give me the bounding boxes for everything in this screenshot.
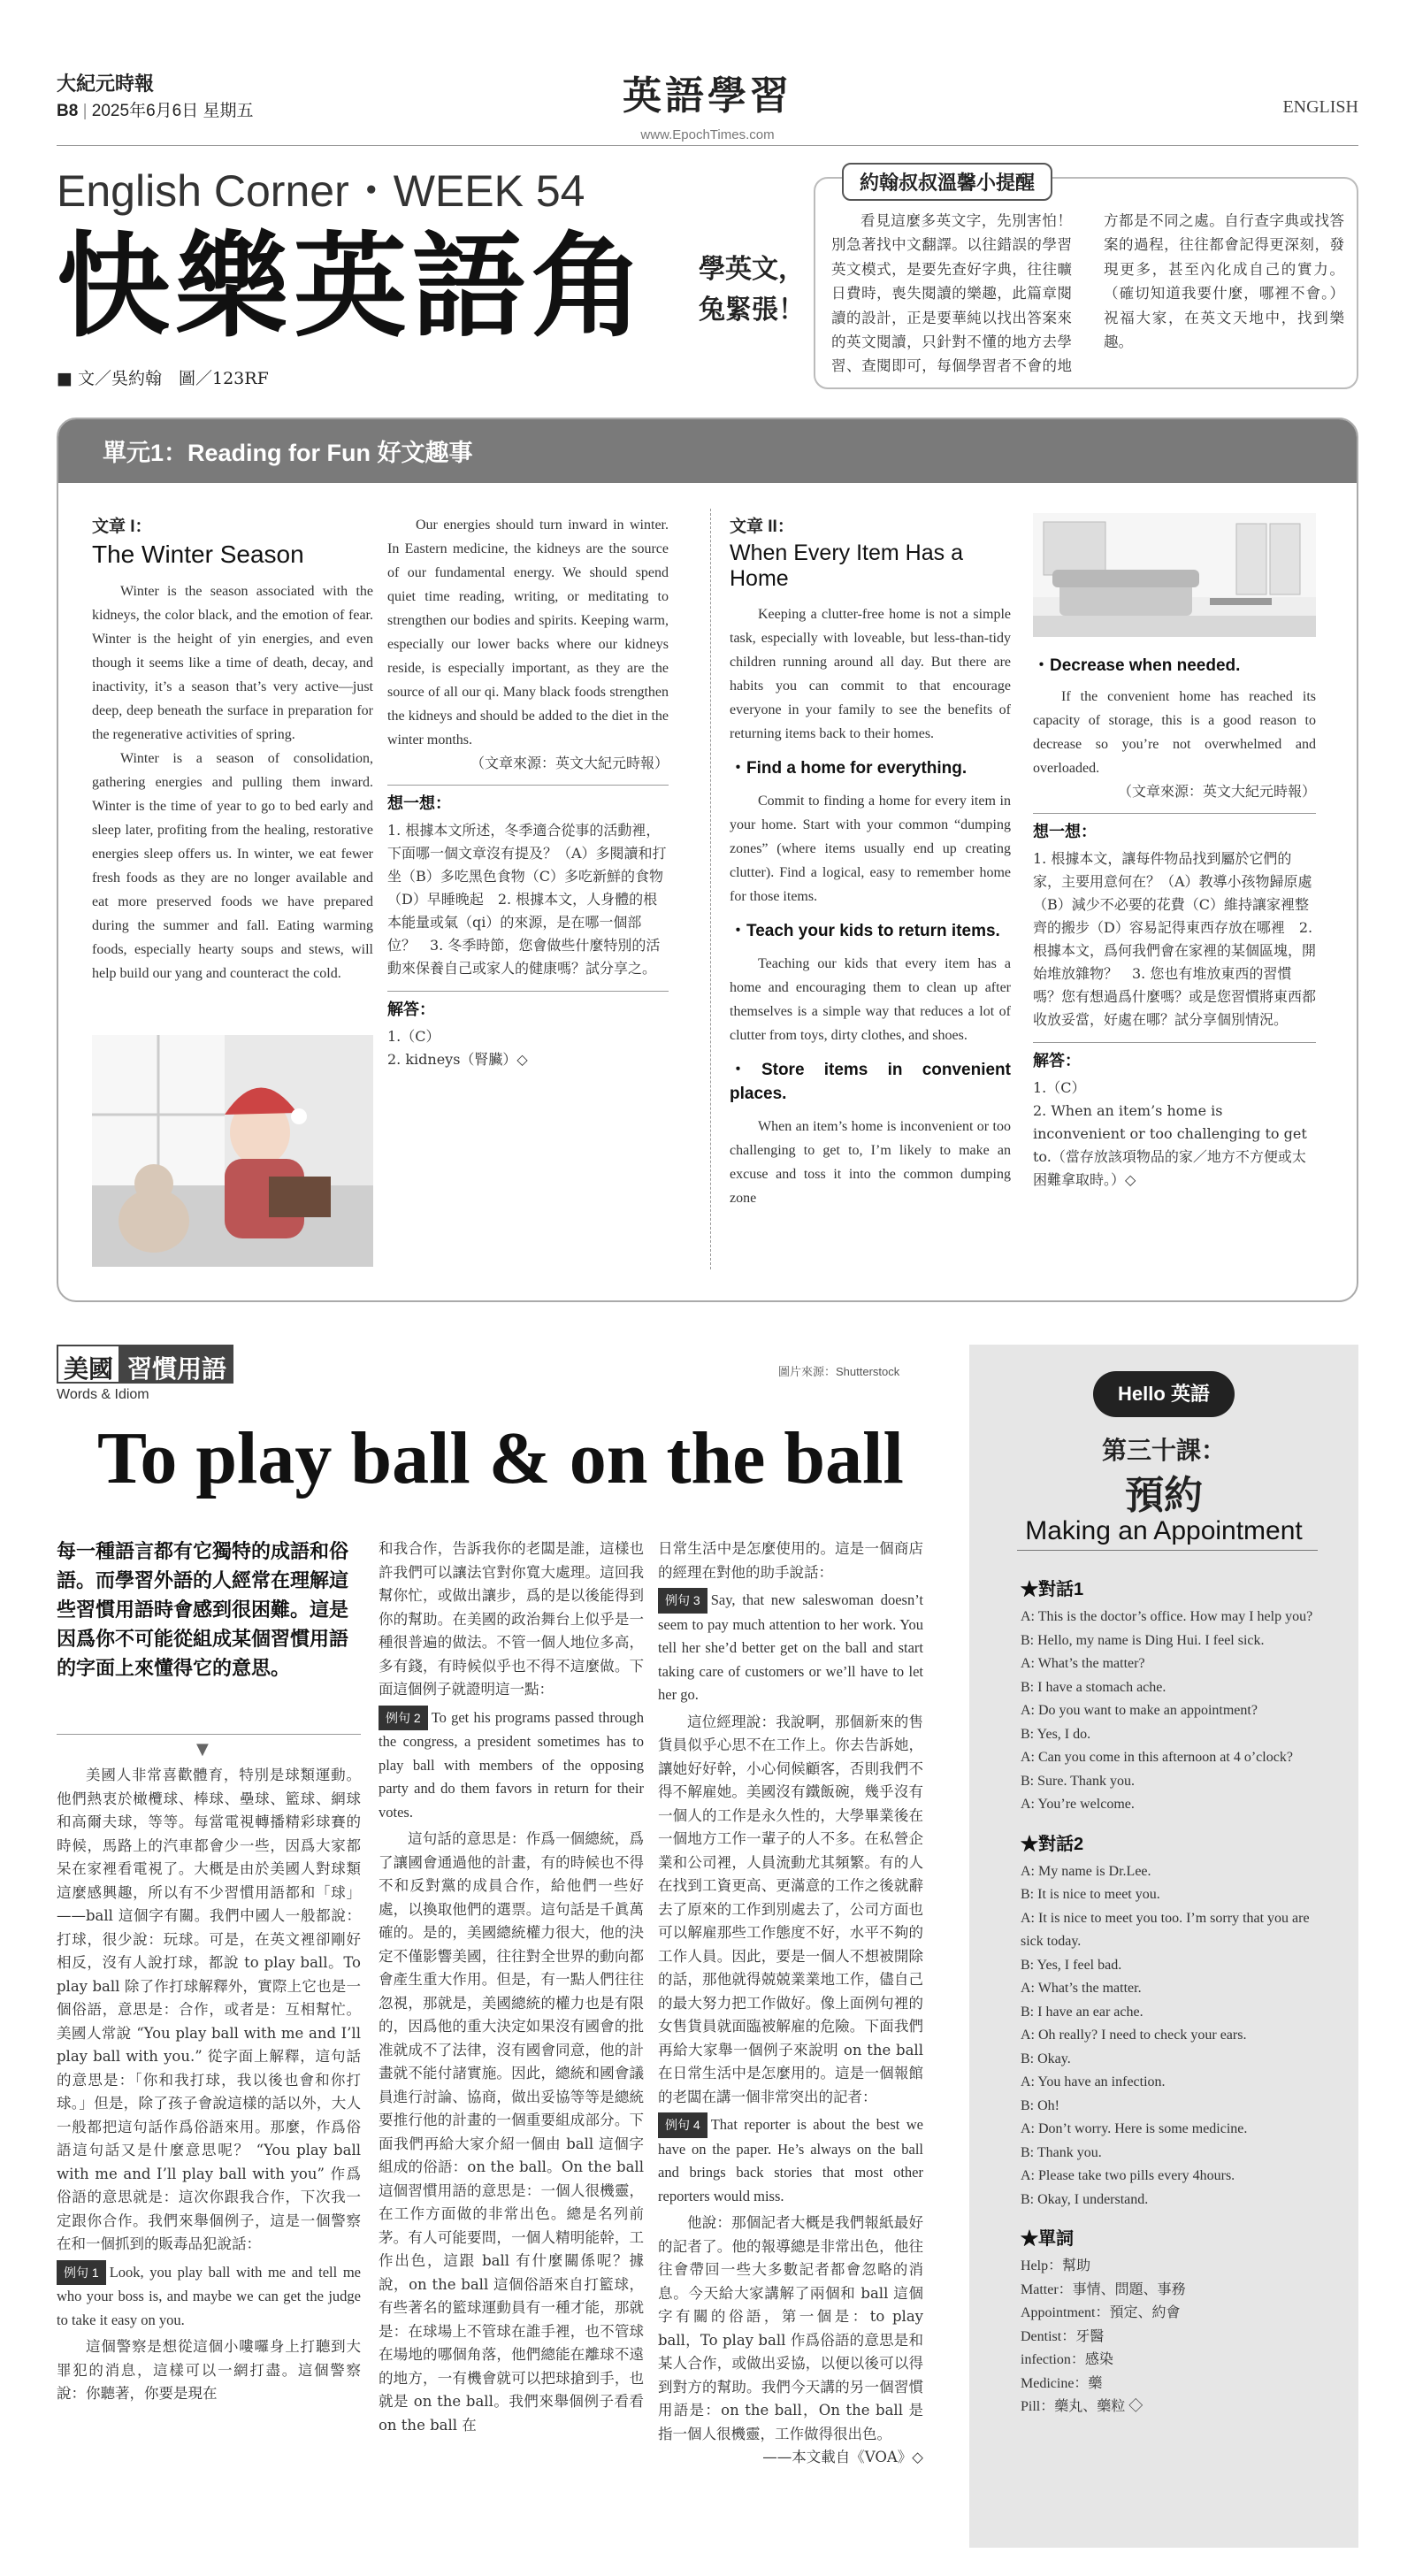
- idiom-subtitle: Words & Idiom: [57, 1387, 149, 1402]
- idiom-col-1: [57, 1764, 361, 2532]
- article-2-body-b: [1033, 685, 1316, 804]
- dialogue-line: B: It is nice to meet you.: [1021, 1887, 1160, 1902]
- dialogue-line: B: Hello, my name is Ding Hui. I feel sick.: [1021, 1632, 1265, 1648]
- page-info: B8 | 2025年6月6日 星期五: [57, 102, 254, 120]
- page-number: B8: [57, 102, 79, 120]
- idiom-para-2b: 這句話的意思是：作爲一個總統，爲了讓國會通過他的計畫，有的時候也不得不和反對黨的成員合作，給他們一些好處，以換取他們的選票。這句話是千眞萬確的。是的，美國總統權力很大，他的決定不僅影響美國，往往對全世界的動向都會產生重大作用。但是，有一點人們往往忽視，那就是，美國總統的權力也是有限的，因爲他的重大決定如果沒有國會的批准就成不了法律，沒有國會同意，他的計畫就不能付諸實施。因此，總統和國會議員進行討論、協商，做出妥協等等是總統要推行他的計畫的一個重要組成部分。下面我們再給大家介紹一個由 ball 這個字組成的俗語：on the ball。On the ball 這個習慣用語的意思是：一個人很機靈，在工作方面做的非常出色。總是名列前茅。有人可能要問，一個人精明能幹，工作出色，這跟 ball 有什麼關係呢？據說，on the ball 這個俗語來自打籃球，有些著名的籃球運動員有一種才能，那就是：在球場上不管球在誰手裡，也不管球在場地的哪個角落，他們總能在離球不遠的地方，一有機會就可以把球搶到手，也就是 on the ball。我們來舉個例子看看 on the ball 在: [379, 1830, 644, 2434]
- tips-text: 看見這麼多英文字，先別害怕！別急著找中文翻譯。以往錯誤的學習英文模式，是要先查好字典，往往曠日費時，喪失閱讀的樂趣，此篇章閱讀的設計，正是要華純以找出答案來的英文閱讀，只針對不懂的地方去學習、查閱即可，每個學習者不會的地方都是不同之處。自行查字典或找答案的過程，往往都會記得更深刻，發現更多，甚至內化成自己的實力。（確切知道我要什麼，哪裡不會。）祝福大家，在英文天地中，找到樂趣。: [831, 212, 1344, 375]
- article-1-questions: 1. 根據本文所述，冬季適合從事的活動裡，下面哪一個文章沒有提及？（A）多閱讀和打坐（B）多吃黑色食物（C）多吃新鮮的食物（D）早睡晚起 2. 根據本文，人身體的根本能量或氣（qi）的來源，是在哪一個部位？ 3. 冬季時節，您會做些什麼特別的活動來保養自己或家人的健康嗎？試分享之。: [387, 822, 667, 977]
- article-2-heading-3: ・Store items in convenient places.: [730, 1061, 1011, 1103]
- lesson-divider: [1017, 1550, 1318, 1551]
- example-2-text: To get his programs passed through the congress, a president sometimes has to play ball with members of the opposing party and do them favors in return for their votes.: [379, 1708, 644, 1821]
- unit-divider: [710, 509, 711, 1269]
- article-2-source: （文章來源：英文大紀元時報）: [1117, 785, 1316, 800]
- idiom-headline: To play ball & on the ball: [97, 1417, 904, 1499]
- article-1-col-2: [387, 513, 669, 1071]
- article-2-answer-1: 1.（C）: [1033, 1079, 1086, 1096]
- vocab-title: ★單詞: [1021, 2229, 1074, 2249]
- example-1-tag: 例句 1: [57, 2260, 106, 2286]
- lead-divider: [57, 1734, 361, 1735]
- idiom-para-3b: 這位經理說：我說啊，那個新來的售貨員似乎心思不在工作上。你去告訴她，讓她好好幹，小心伺候顧客，否則我們不得不解雇她。美國沒有鐵飯碗，幾乎沒有一個人的工作是永久性的，大學畢業後在一個地方工作一輩子的人不多。在私營企業和公司裡，人員流動尤其頻繁。有的人在找到工資更高、更滿意的工作之後就辭去了原來的工作到別處去了，公司方面也可以解雇那些工作態度不好，水平不夠的工作人員。因此，要是一個人不想被開除的話，那他就得兢兢業業地工作，儘自己的最大努力把工作做好。像上面例句裡的女售貨員就面臨被解雇的危險。下面我們再給大家舉一個例子來說明 on the ball 在日常生活中是怎麼用的。這是一個報館的老闆在講一個非常突出的記者：: [658, 1713, 923, 2105]
- dialogue-line: B: Thank you.: [1021, 2144, 1102, 2160]
- article-2-intro: Keeping a clutter-free home is not a simple task, especially with loveable, but less-than-tidy children running around all day. But there are habits you can commit to that encourage everyone in your family to see the benefits of returning items back to their homes.: [730, 607, 1011, 741]
- dialogue-2: [1021, 1860, 1318, 2212]
- article-1-col-1: [92, 513, 373, 1009]
- idiom-tag-1: 美國: [57, 1345, 120, 1384]
- article-2-col-1: [730, 513, 1011, 1210]
- vocab-item: Matter：事情、問題、事務: [1021, 2281, 1186, 2297]
- article-2-think-title: 想一想：: [1033, 823, 1097, 840]
- example-3-text: Say, that new saleswoman doesn’t seem to pay much attention to her work. You tell her she’d better get on the ball and start taking care of customers or we’ll have to let her go.: [658, 1591, 923, 1703]
- dialogue-line: A: My name is Dr.Lee.: [1021, 1863, 1151, 1879]
- corner-text: English Corner: [57, 166, 349, 216]
- article-2-label: 文章 II：: [730, 518, 794, 536]
- idiom-para-2: 和我合作，告訴我你的老闆是誰，這樣也許我們可以讓法官對你寬大處理。這回我幫你忙，或做出讓步，爲的是以後能得到你的幫助。在美國的政治舞台上似乎是一種很普遍的做法。不管一個人地位多高，多有錢，有時候似乎也不得不這麼做。下面這個例子就證明這一點：: [379, 1540, 644, 1698]
- dialogue-line: A: Can you come in this afternoon at 4 o’clock?: [1021, 1750, 1293, 1765]
- idiom-tag: [57, 1345, 233, 1384]
- lesson-title: 預約: [1125, 1473, 1203, 1518]
- article-2-text-3: When an item’s home is inconvenient or too challenging to get to, I’m likely to make an excuse and toss it into the common dumping zone: [730, 1119, 1011, 1206]
- dialogue-line: A: Do you want to make an appointment?: [1021, 1703, 1258, 1718]
- vocab-item: infection：感染: [1021, 2352, 1113, 2367]
- english-corner-heading: [57, 156, 585, 219]
- dialogue-line: B: Yes, I do.: [1021, 1726, 1091, 1742]
- living-room-photo: [1033, 513, 1316, 637]
- article-2-col-2: [1033, 641, 1316, 1192]
- article-2-questions: 1. 根據本文，讓每件物品找到屬於它們的家，主要用意何在？（A）教導小孩物歸原處（B）減少不必要的花費（C）維持讓家裡整齊的搬步（D）容易記得東西存放在哪裡 2. 根據本文，爲何我們會在家裡的某個區塊，開始堆放雜物？ 3. 您也有堆放東西的習慣嗎？您有想過爲什麼嗎？或是您習慣將東西都收放妥當，好處在哪？試分享個別情況。: [1033, 850, 1317, 1028]
- site-url: www.EpochTimes.com: [640, 127, 775, 142]
- masthead: 大紀元時報: [57, 73, 155, 96]
- hello-english-badge: Hello 英語: [1093, 1371, 1235, 1417]
- article-1-answer-2: 2. kidneys（腎臟）◇: [387, 1051, 528, 1068]
- big-title: 快樂英語角: [57, 221, 650, 353]
- article-1-para-3: Our energies should turn inward in winter. In Eastern medicine, the kidneys are the source of our fundamental energy. We should spend quiet time reading, writing, or meditating to strengthen our bodies and spirits. Keeping warm, especially our lower backs where our kidneys reside, is especially important, as they are the source of all our qi. Many black foods strengthen the kidneys and should be added to the diet in the winter months.: [387, 518, 669, 748]
- article-1-para-1: Winter is the season associated with the kidneys, the color black, and the emotion of fear. Winter is the height of yin energies, and even though it seems like a time of death, decay, and inactivity, it’s a season that’s very active—just deep, deep beneath the surface in preparation for the regenerative activities of spring.: [92, 584, 373, 742]
- vocab-list: [1021, 2255, 1318, 2419]
- unit-title: 單元1：Reading for Fun 好文趣事: [103, 440, 473, 466]
- winter-reading-illustration: [92, 1035, 373, 1267]
- article-2-text-1: Commit to finding a home for every item in your home. Start with your common “dumping zones” (where items usually end up creating clutter). Find a logical, easy to remember home for those items.: [730, 794, 1011, 904]
- dialogue-line: A: Don’t worry. Here is some medicine.: [1021, 2121, 1248, 2136]
- article-2-heading-4: ・Decrease when needed.: [1033, 656, 1241, 675]
- article-1-answer-1: 1.（C）: [387, 1028, 440, 1045]
- article-1-title: The Winter Season: [92, 540, 304, 568]
- article-1-body-b: [387, 513, 669, 776]
- article-2-answer-title: 解答：: [1033, 1052, 1081, 1070]
- example-1-text: Look, you play ball with me and tell me who your boss is, and maybe we can get the judge to take it easy on you.: [57, 2263, 361, 2328]
- dialogue-line: A: What’s the matter.: [1021, 1981, 1142, 1996]
- section-title: 英語學習: [623, 73, 792, 119]
- week-number: WEEK 54: [393, 166, 585, 216]
- vocab-item: Medicine：藥: [1021, 2375, 1103, 2391]
- photo-credit: 圖片來源：Shutterstock: [778, 1365, 900, 1378]
- dialogue-2-title: ★對話2: [1021, 1834, 1084, 1854]
- article-2-title: When Every Item Has a Home: [730, 540, 963, 591]
- article-2-body-a: [730, 602, 1011, 1210]
- article-1-source: （文章來源：英文大紀元時報）: [470, 756, 669, 771]
- dialogue-line: A: You’re welcome.: [1021, 1797, 1135, 1812]
- down-triangle-icon: ▼: [196, 1740, 209, 1759]
- article-1-think-title: 想一想：: [387, 794, 451, 812]
- dialogue-line: A: Oh really? I need to check your ears.: [1021, 2028, 1247, 2043]
- idiom-col-2: [379, 1537, 644, 2532]
- example-4: [658, 2112, 923, 2208]
- dialogue-line: B: I have a stomach ache.: [1021, 1679, 1166, 1695]
- article-2-text-4: If the convenient home has reached its capacity of storage, this is a good reason to decrease so you’re not overwhelmed and overloaded.: [1033, 689, 1316, 776]
- dialogue-line: B: Oh!: [1021, 2097, 1059, 2113]
- article-1-body-a: [92, 579, 373, 1009]
- article-1-answer-title: 解答：: [387, 1000, 435, 1018]
- dialogue-line: B: Okay.: [1021, 2051, 1071, 2066]
- dialogue-1-title: ★對話1: [1021, 1580, 1084, 1599]
- dialogue-line: B: I have an ear ache.: [1021, 2004, 1143, 2020]
- article-2-heading-1: ・Find a home for everything.: [730, 759, 968, 778]
- dialogue-1: [1021, 1606, 1318, 1817]
- article-1-para-2: Winter is a season of consolidation, gathering energies and pulling them inward. Winter is the time of year to go to bed early and sleep later, profiting from the healing, restorative energies sleep offers us. In winter, we eat fewer fresh foods as they are no longer available and eat more preserved foods we have prepared during the summer and fall. Eating warming foods, especially hearty soups and stews, will help build our yang and counteract the cold.: [92, 751, 373, 981]
- slogan-line-1: 學英文，: [699, 254, 805, 285]
- corner-bullet: ・: [348, 166, 394, 216]
- dialogue-line: A: You have an infection.: [1021, 2074, 1166, 2089]
- vocab-item: Help：幫助: [1021, 2258, 1091, 2273]
- dialogue-line: B: Sure. Thank you.: [1021, 1773, 1136, 1789]
- vocab-item: Dentist：牙醫: [1021, 2328, 1105, 2344]
- example-3: [658, 1588, 923, 1707]
- article-1-label: 文章 I：: [92, 518, 152, 536]
- issue-date: 2025年6月6日 星期五: [91, 102, 254, 120]
- vocab-item: Appointment：預定、約會: [1021, 2305, 1181, 2320]
- example-4-text: That reporter is about the best we have on the paper. He’s always on the ball and brings back stories that most other reporters would miss.: [658, 2116, 923, 2204]
- lesson-english-title: Making an Appointment: [1025, 1516, 1303, 1545]
- dialogue-line: B: Okay, I understand.: [1021, 2191, 1149, 2207]
- dialogue-line: A: Please take two pills every 4hours.: [1021, 2168, 1235, 2183]
- dialogue-line: A: This is the doctor’s office. How may I help you?: [1021, 1609, 1313, 1624]
- slogan-line-2: 兔緊張！: [699, 295, 805, 326]
- lesson-number: 第三十課：: [1101, 1436, 1226, 1465]
- byline: ■ 文／吳約翰 圖／123RF: [57, 369, 269, 388]
- idiom-col-3: [658, 1537, 923, 2532]
- lang-label: ENGLISH: [1282, 97, 1358, 117]
- dialogue-line: A: What’s the matter?: [1021, 1656, 1145, 1671]
- example-2: [379, 1706, 644, 1825]
- vocab-item: Pill：藥丸、藥粒 ◇: [1021, 2399, 1143, 2414]
- idiom-tag-2: 習慣用語: [120, 1345, 233, 1384]
- example-3-tag: 例句 3: [658, 1588, 708, 1614]
- dialogues: [1021, 1562, 1318, 2419]
- article-2-answer-2: 2. When an item’s home is inconvenient or too challenging to get to.（當存放該項物品的家／地方不方便或太困難拿取時。）◇: [1033, 1102, 1307, 1188]
- idiom-para-1: 美國人非常喜歡體育，特別是球類運動。他們熱衷於橄欖球、棒球、壘球、籃球、網球和高爾夫球，等等。每當電視轉播精彩球賽的時候，馬路上的汽車都會少一些，因爲大家都呆在家裡看電視了。大概是由於美國人對球類這麼感興趣，所以有不少習慣用語都和「球」——ball 這個字有關。我們中國人一般都說：打球，很少說：玩球。可是，在英文裡卻剛好相反，沒有人說打球，都說 to play ball。To play ball 除了作打球解釋外，實際上它也是一個俗語，意思是：合作，或者是：互相幫忙。美國人常說 “You play ball with me and I’ll play ball with you.” 從字面上解釋，這句話的意思是：「你和我打球，我以後也會和你打球。」但是，除了孩子會說這樣的話以外，大人一般都把這句話作爲俗語來用。那麼，作爲俗語這句話又是什麼意思呢？ “You play ball with me and I’ll play ball with you” 作爲俗語的意思就是：這次你跟我合作，下次我一定跟你合作。我們來舉個例子，這是一個警察在和一個抓到的販毒品犯說話：: [57, 1767, 361, 2252]
- idiom-para-1b: 這個警察是想從這個小嘍囉身上打聽到大罪犯的消息，這樣可以一網打盡。這個警察說：你聽著，你要是現在: [57, 2338, 361, 2402]
- article-2-text-2: Teaching our kids that every item has a home and encouraging them to clean up after themselves is a simple way that reduces a lot of clutter from toys, dirty clothes, and shoes.: [730, 956, 1011, 1043]
- idiom-para-3c: 他說：那個記者大概是我們報紙最好的記者了。他的報導總是非常出色，他往往會帶回一些大多數記者都會忽略的消息。今天給大家講解了兩個和 ball 這個字有關的俗語，第一個是：to play ball，To play ball 作爲俗語的意思是和某人合作，或做出妥協，以便以後可以得到對方的幫助。我們今天講的另一個習慣用語是：on the ball，On the ball 是指一個人很機靈，工作做得很出色。: [658, 2214, 923, 2442]
- example-2-tag: 例句 2: [379, 1706, 428, 1731]
- example-4-tag: 例句 4: [658, 2112, 708, 2138]
- article-2-heading-2: ・Teach your kids to return items.: [730, 922, 1000, 940]
- tips-title: 約翰叔叔溫馨小提醒: [842, 163, 1052, 201]
- idiom-para-3: 日常生活中是怎麼使用的。這是一個商店的經理在對他的助手說話：: [658, 1540, 923, 1581]
- idiom-lead: 每一種語言都有它獨特的成語和俗語。而學習外語的人經常在理解這些習慣用語時會感到很困難。這是因爲你不可能從組成某個習慣用語的字面上來懂得它的意思。: [57, 1541, 349, 1680]
- example-1: [57, 2260, 361, 2333]
- idiom-source: ——本文載自《VOA》◇: [762, 2449, 923, 2465]
- dialogue-line: A: It is nice to meet you too. I’m sorry that you are sick today.: [1021, 1910, 1310, 1949]
- slogan: [699, 249, 805, 331]
- dialogue-line: B: Yes, I feel bad.: [1021, 1957, 1122, 1973]
